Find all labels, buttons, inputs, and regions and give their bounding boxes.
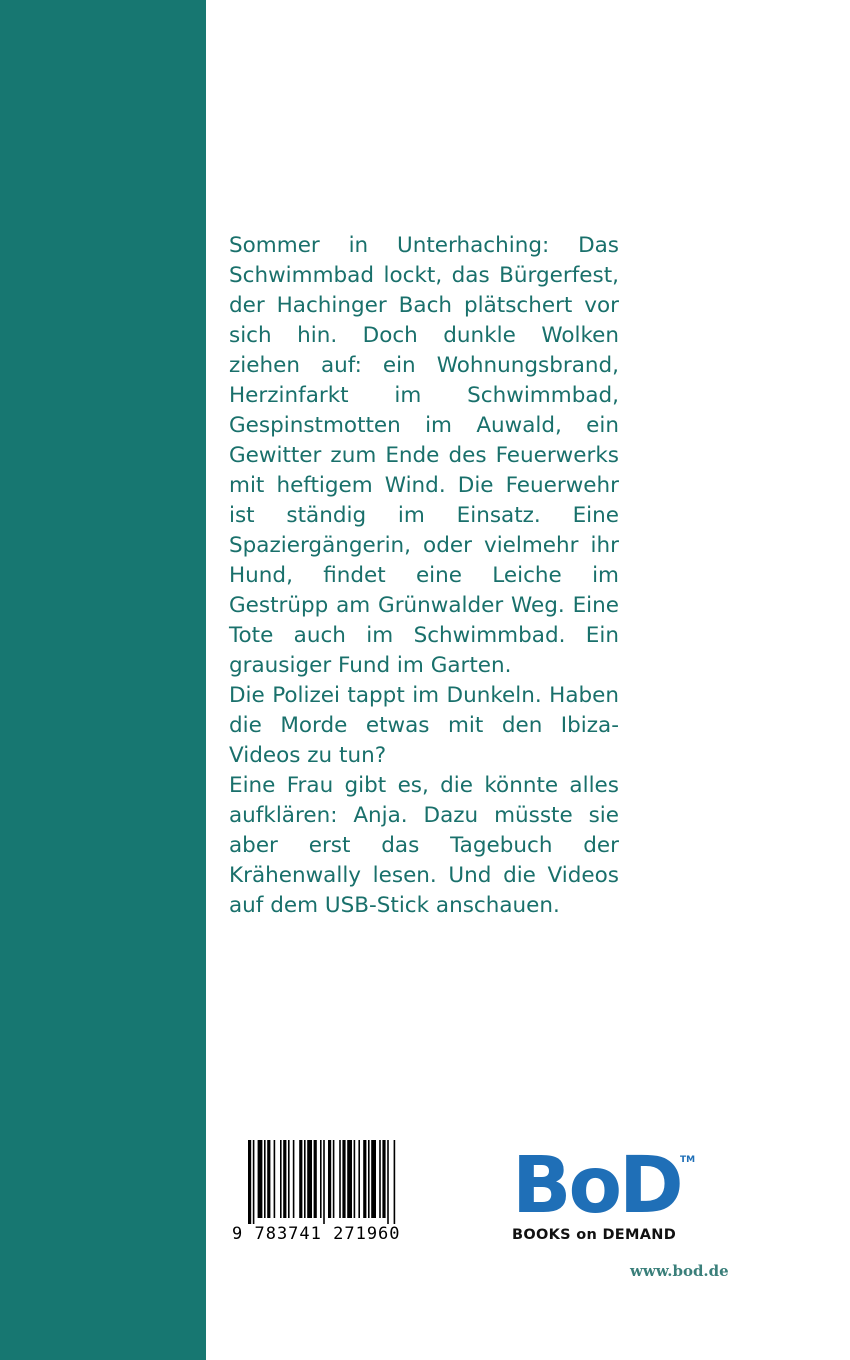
barcode-bar [299, 1140, 302, 1218]
barcode-bar [288, 1140, 290, 1218]
barcode-bar [314, 1140, 317, 1218]
barcode-bar [328, 1140, 331, 1218]
barcode-bar [264, 1140, 266, 1218]
barcode-bar [248, 1140, 251, 1224]
barcode-bar [283, 1140, 286, 1218]
barcode-bar [307, 1140, 312, 1218]
barcode-bar [280, 1140, 282, 1218]
barcode-bar [342, 1140, 345, 1218]
barcode-bar [363, 1140, 366, 1218]
barcode-bar [258, 1140, 263, 1218]
blurb-paragraph-2: Die Polizei tappt im Dunkeln. Haben die Morde etwas mit den Ibiza-Videos zu tun? [229, 683, 619, 768]
barcode-bar [323, 1140, 325, 1224]
barcode-bar [339, 1140, 341, 1218]
back-cover-blurb [229, 231, 619, 921]
barcode-bar [274, 1140, 276, 1218]
barcode-bar [394, 1140, 396, 1224]
blurb-paragraph-1: Sommer in Unterhaching: Das Schwimmbad lockt, das Bürgerfest, der Hachinger Bach plätschert vor sich hin. Doch dunkle Wolken ziehen auf: ein Wohnungsbrand, Herzinfarkt im Schwimmbad, Gespinstmotten im Auwald, ein Gewitter zum Ende des Feuerwerks mit heftigem Wind. Die Feuerwehr ist ständig im Einsatz. Eine Spaziergängerin, oder vielmehr ihr Hund, findet eine Leiche im Gestrüpp am Grünwalder Weg. Eine Tote auch im Schwimmbad. Ein grausiger Fund im Garten. [229, 233, 619, 678]
barcode-bar [253, 1140, 255, 1224]
logo-wordmark: BoD [512, 1141, 681, 1231]
barcode-bar [293, 1140, 295, 1218]
barcode-bar [387, 1140, 389, 1224]
trademark-mark: TM [680, 1155, 696, 1165]
publisher-subtitle: BOOKS on DEMAND [512, 1227, 677, 1243]
barcode-bar [320, 1140, 322, 1218]
blurb-paragraph-3: Eine Frau gibt es, die könnte alles aufklären: Anja. Dazu müsste sie aber erst das Tagebuch der Krähenwally lesen. Und die Videos auf dem USB-Stick anschauen. [229, 773, 619, 918]
barcode-bar [347, 1140, 352, 1218]
spine-band [0, 0, 206, 1360]
barcode-bar [379, 1140, 381, 1218]
barcode-bar [382, 1140, 385, 1218]
barcode-bar [358, 1140, 360, 1218]
publisher-url: www.bod.de [630, 1262, 729, 1280]
barcode-bar [304, 1140, 306, 1218]
barcode-bar [368, 1140, 370, 1218]
barcode-bar [333, 1140, 335, 1218]
isbn-number: 9 783741 271960 [232, 1224, 454, 1244]
barcode-bar [354, 1140, 356, 1218]
barcode-bar [371, 1140, 376, 1218]
barcode-bar [267, 1140, 270, 1218]
